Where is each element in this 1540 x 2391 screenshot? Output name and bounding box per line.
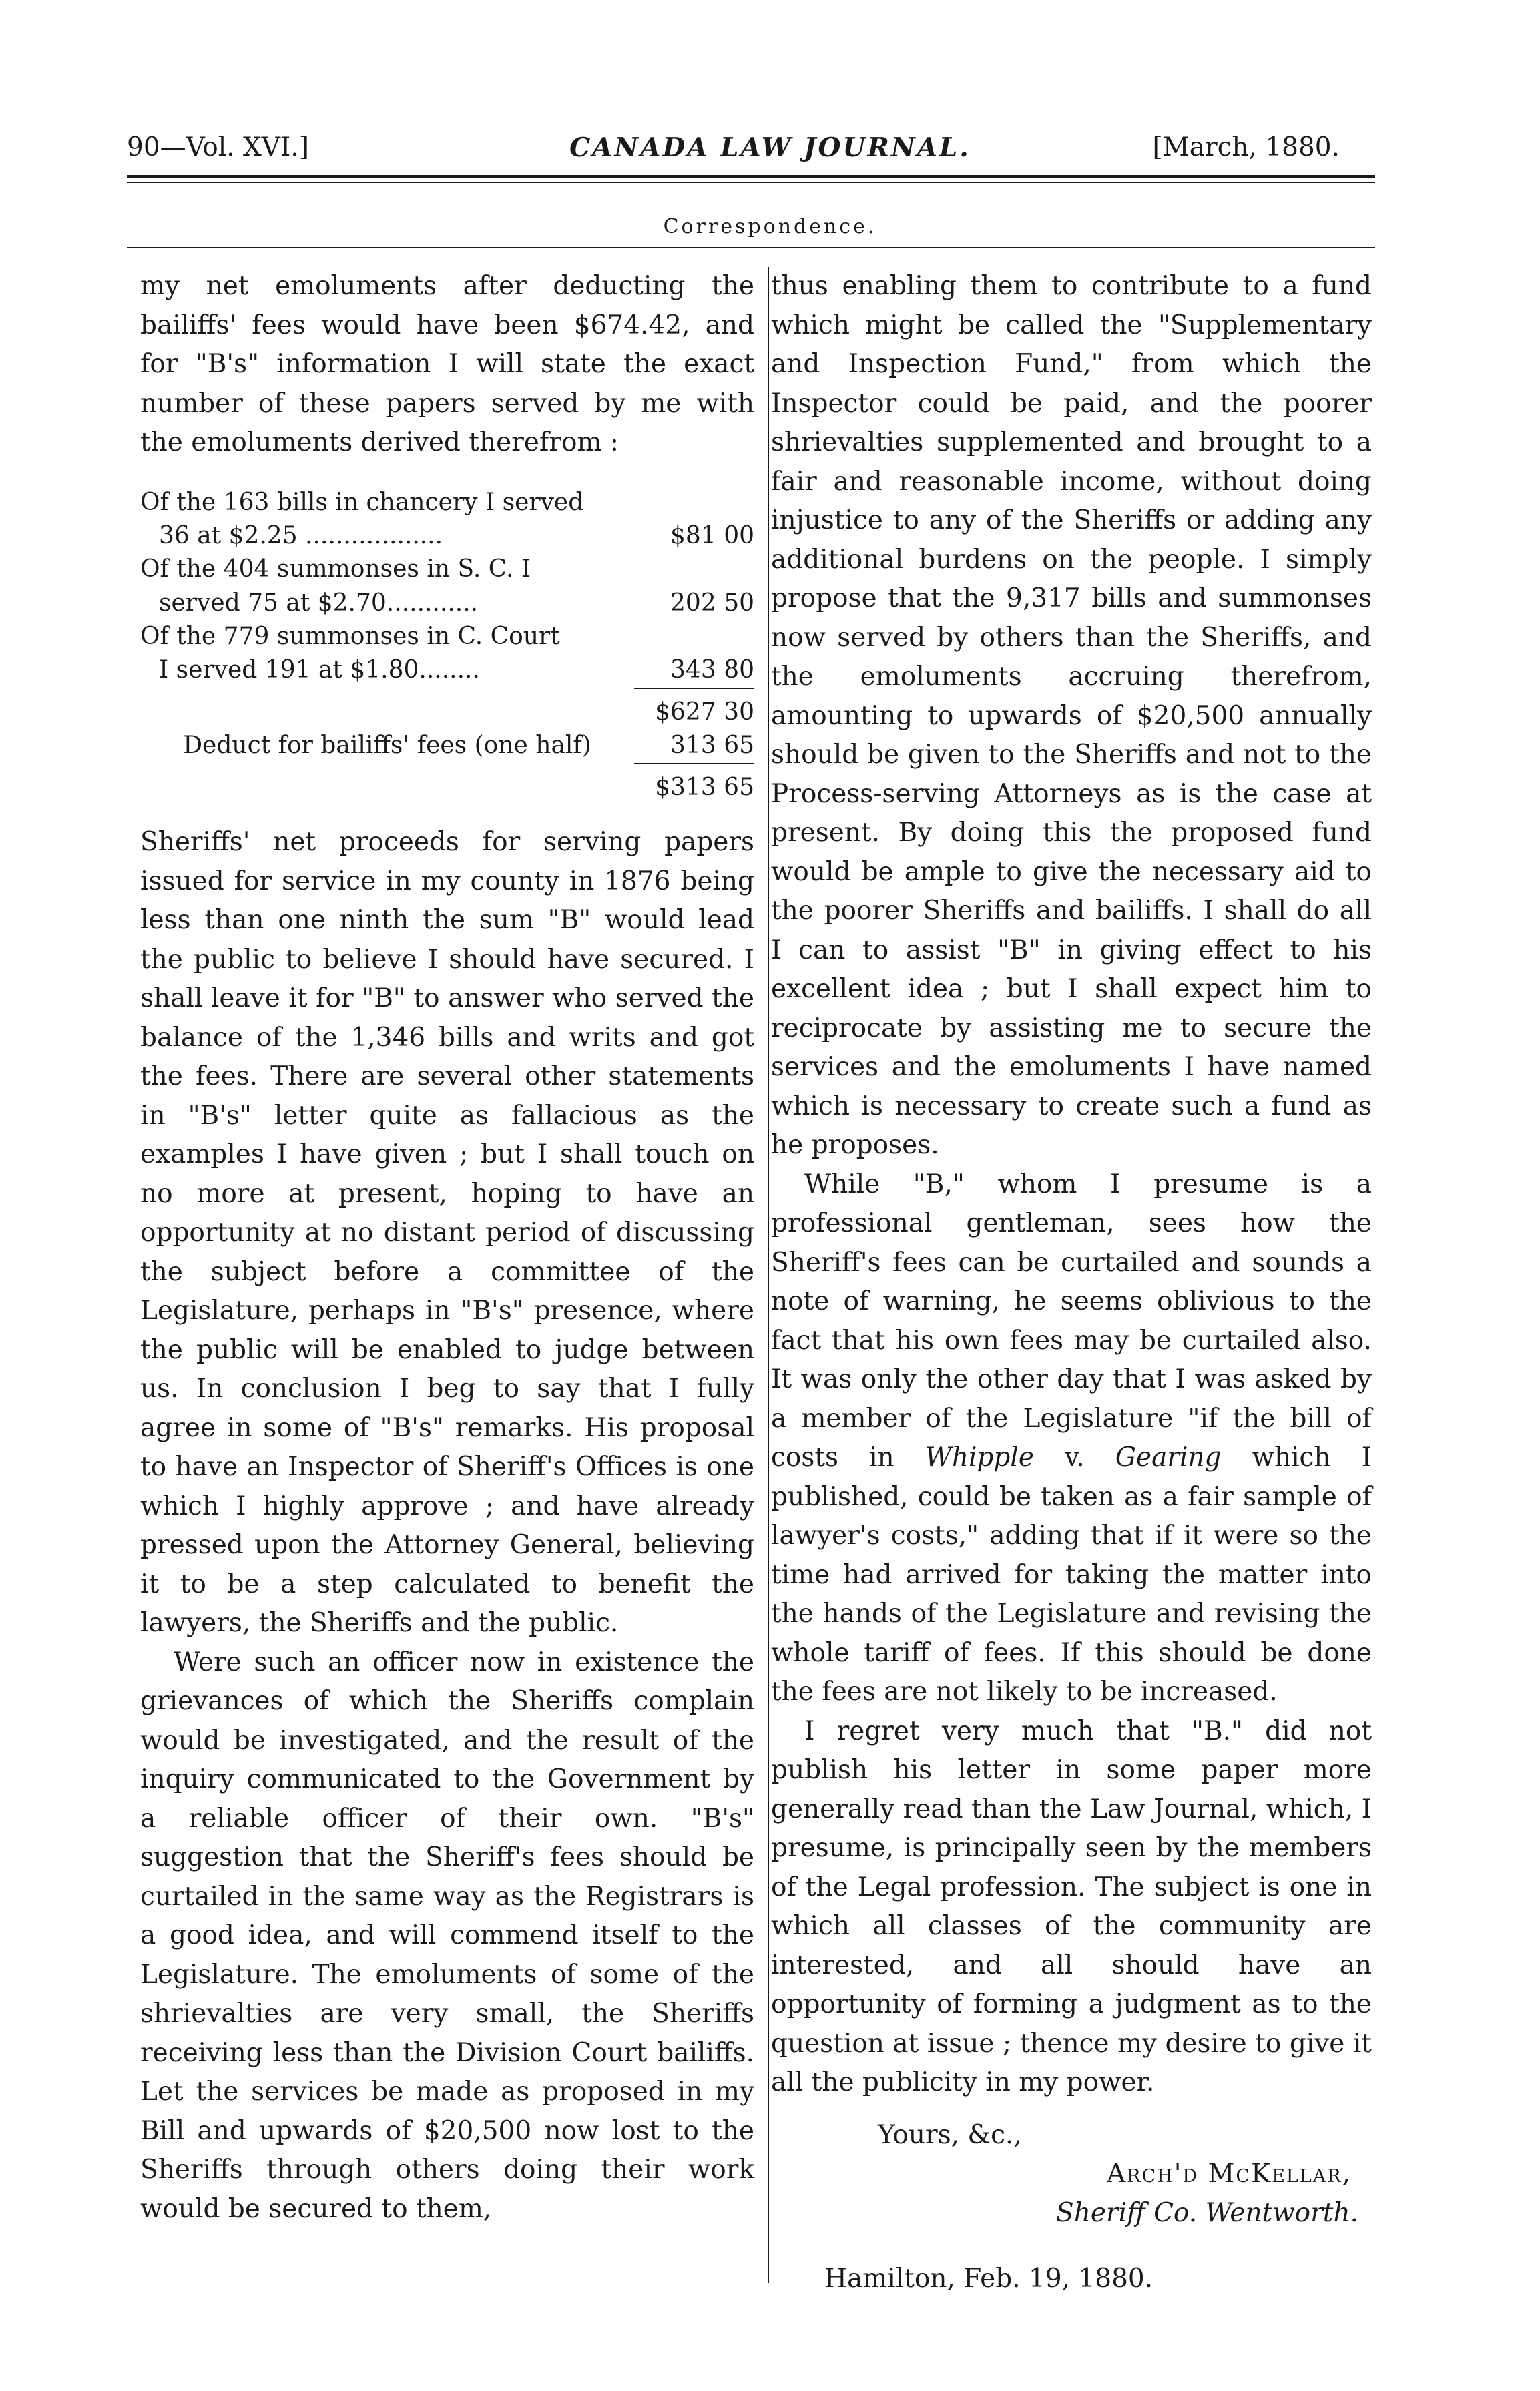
ledger-entry — [140, 553, 754, 620]
left-column — [140, 267, 754, 2229]
paragraph-text: While "B," whom I presume is a professional gentleman, sees how the Sheriff's fees can be curtailed and sounds a note of warning, he seems oblivious to the fact that his own fees may be curtailed also. It was only the other day that I was asked by a member of the Legislature "if the bill of costs in — [771, 1169, 1372, 1473]
ledger-subtotal: $627 30 — [655, 698, 754, 726]
running-header-date: [March, 1880. — [1152, 132, 1340, 162]
ledger-entry-line2: I served 191 at $1.80........ — [159, 656, 480, 684]
ledger-entry — [140, 486, 754, 553]
section-title: Correspondence. — [663, 215, 877, 238]
ledger-entry-line1: Of the 163 bills in chancery I served — [140, 488, 584, 516]
fees-ledger — [140, 486, 754, 805]
signatory-name: Arch'd McKellar, — [1107, 2159, 1352, 2189]
running-header-left: 90—Vol. XVI.] — [127, 132, 309, 162]
column-divider — [768, 267, 769, 2283]
paragraph: Were such an officer now in existence the grievances of which the Sheriffs complain would be investigated, and the result of the inquiry communicated to the Government by a reliable officer of their own. "B's" suggestion that the Sheriff's fees should be curtailed in the same way as the Registrars is a good idea, and will commend itself to the Legislature. The emoluments of some of the shrievalties are very small, the Sheriffs receiving less than the Division Court bailiffs. Let the services be made as proposed in my Bill and upwards of $20,500 now lost to the Sheriffs through others doing their work would be secured to them, — [140, 1647, 754, 2224]
header-rule-thin — [127, 182, 1375, 183]
ledger-entry — [140, 620, 754, 689]
ledger-deduct-label: Deduct for bailiffs' fees (one half) — [183, 732, 591, 760]
case-name: Whipple — [925, 1442, 1034, 1473]
paragraph: I regret very much that "B." did not publish his letter in some paper more generally read than the Law Journal, which, I presume, is principally seen by the members of the Legal profession. The subject is one in which all classes of the community are interested, and all should have an opportunity of forming a judgment as to the question at issue ; thence my desire to give it all the publicity in my power. — [771, 1715, 1372, 2097]
paragraph-text: which I published, could be taken as a fair sample of lawyer's costs," adding that if it were so the time had arrived for taking the matter into the hands of the Legislature and revising the whole tariff of fees. If this should be done the fees are not likely to be increased. — [771, 1442, 1372, 1707]
paragraph — [771, 1165, 1372, 1712]
case-name: Gearing — [1115, 1442, 1222, 1473]
ledger-entry-amount: 202 50 — [670, 589, 754, 617]
closing: Yours, &c., — [878, 2119, 1022, 2150]
signature-block — [771, 2116, 1372, 2299]
ledger-total: $313 65 — [655, 773, 754, 801]
right-column — [771, 267, 1372, 2299]
paragraph: Sheriffs' net proceeds for serving papers issued for service in my county in 1876 being less than one ninth the sum "B" would lead the public to believe I should have secured. I shall leave it for "B" to answer who served the balance of the 1,346 bills and writs and got the fees. There are several other statements in "B's" letter quite as fallacious as the examples I have given ; but I shall touch on no more at present, hoping to have an opportunity at no distant period of discussing the subject before a committee of the Legislature, perhaps in "B's" presence, where the public will be enabled to judge between us. In conclusion I beg to say that I fully agree in some of "B's" remarks. His proposal to have an Inspector of Sheriff's Offices is one which I highly approve ; and have already pressed upon the Attorney General, believing it to be a step calculated to benefit the lawyers, the Sheriffs and the public. — [140, 827, 754, 1639]
ledger-entry-line1: Of the 779 summonses in C. Court — [140, 623, 560, 651]
ledger-deduct-amount: 313 65 — [634, 729, 754, 764]
signatory-title: Sheriff Co. Wentworth. — [1056, 2197, 1358, 2228]
journal-title: CANADA LAW JOURNAL. — [569, 132, 971, 163]
paragraph-text: v. — [1033, 1442, 1115, 1473]
paragraph: thus enabling them to contribute to a fund which might be called the "Supplementary and Inspection Fund," from which the Inspector could be paid, and the poorer shrievalties supplemented and brought to a fair and reasonable income, without doing injustice to any of the Sheriffs or adding any additional burdens on the people. I simply propose that the 9,317 bills and summonses now served by others than the Sheriffs, and the emoluments accruing therefrom, amounting to upwards of $20,500 annually should be given to the Sheriffs and not to the Process-serving Attorneys as is the case at present. By doing this the proposed fund would be ample to give the necessary aid to the poorer Sheriffs and bailiffs. I shall do all I can to assist "B" in giving effect to his excellent idea ; but I shall expect him to reciprocate by assisting me to secure the services and the emoluments I have named which is necessary to create such a fund as he proposes. — [771, 271, 1372, 1160]
ledger-entry-amount: 343 80 — [634, 653, 754, 688]
ledger-entry-amount: $81 00 — [670, 521, 754, 549]
header-rule-thick — [127, 175, 1375, 178]
ledger-entry-line2: 36 at $2.25 .................. — [159, 521, 443, 549]
ledger-entry-line2: served 75 at $2.70............ — [159, 589, 479, 617]
section-rule — [127, 247, 1375, 248]
ledger-entry-line1: Of the 404 summonses in S. C. I — [140, 555, 531, 583]
intro-paragraph: my net emoluments after deducting the bailiffs' fees would have been $674.42, and for "B's" information I will state the exact number of these papers served by me with the emoluments derived therefrom : — [140, 271, 754, 457]
place-date: Hamilton, Feb. 19, 1880. — [824, 2264, 1153, 2294]
